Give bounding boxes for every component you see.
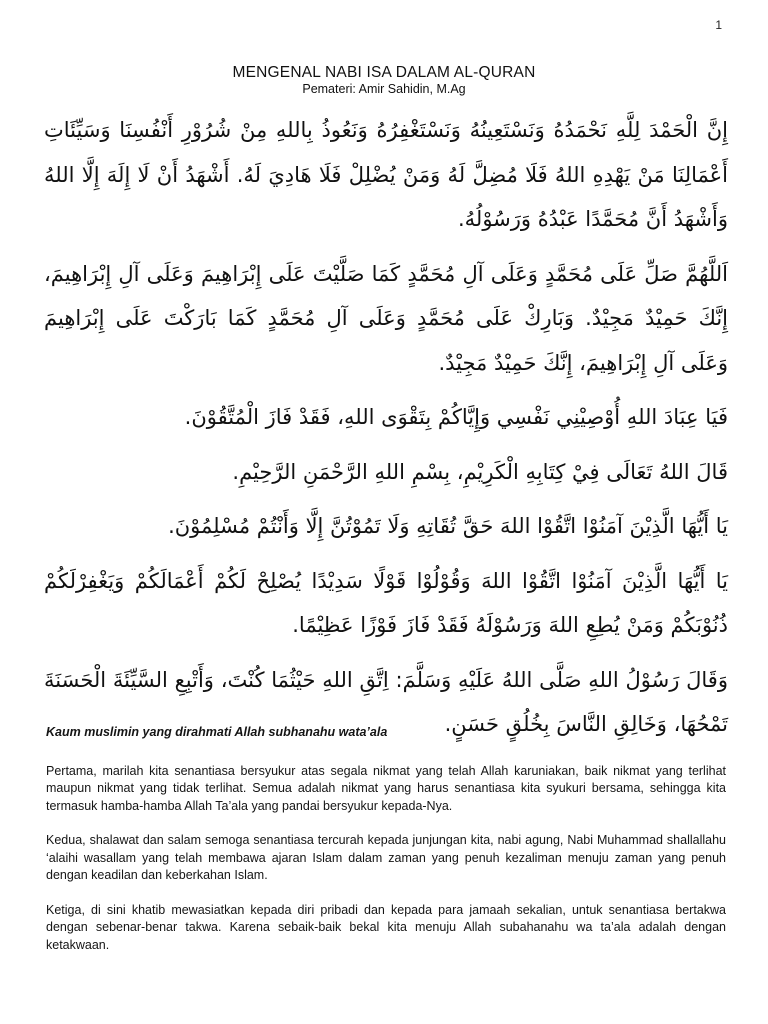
paragraph-kedua: Kedua, shalawat dan salam semoga senantiasa tercurah kepada junjungan kita, nabi agung, Nabi Muhammad shallallahu ‘alaihi wasallam yang telah membawa ajaran Islam dalam zaman yang penuh kezaliman menuju zaman yang penuh dengan keadilan dan keberkahan Islam. bbox=[46, 833, 726, 882]
paragraph-ketiga: Ketiga, di sini khatib mewasiatkan kepada diri pribadi dan kepada para jamaah sekalian, untuk senantiasa bertakwa dengan sebenar-benar takwa. Karena sebaik-baik bekal kita menuju Allah subahanahu wa ta’ala adalah dengan ketakwaan. bbox=[46, 902, 726, 952]
salutation: Kaum muslimin yang dirahmati Allah subhanahu wata’ala bbox=[46, 725, 388, 739]
arabic-paragraph-shalawat: اَللَّهُمَّ صَلِّ عَلَى مُحَمَّدٍ وَعَلَى آلِ مُحَمَّدٍ كَمَا صَلَّيْتَ عَلَى إِبْرَاهِيمَ وَعَلَى آلِ إِبْرَاهِيمَ، إِنَّكَ حَمِيْدٌ مَجِيْدٌ. وَبَارِكْ عَلَى مُحَمَّدٍ وَعَلَى آلِ مُحَمَّدٍ كَمَا بَارَكْتَ عَلَى إِبْرَاهِيمَ وَعَلَى آلِ إِبْرَاهِيمَ، إِنَّكَ حَمِيْدٌ مَجِيْدٌ. bbox=[44, 261, 728, 375]
arabic-paragraph-hadith: وَقَالَ رَسُوْلُ اللهِ صَلَّى اللهُ عَلَيْهِ وَسَلَّمَ: اِتَّقِ اللهِ حَيْثُمَا كُنْتَ، وَأَتْبِعِ السَّيِّئَةَ الْحَسَنَةَ تَمْحُهَا، وَخَالِقِ النَّاسَ بِخُلُقٍ حَسَنٍ. bbox=[44, 667, 728, 736]
page-number: 1 bbox=[715, 18, 722, 32]
arabic-paragraph-hamdalah: إِنَّ الْحَمْدَ لِلَّهِ نَحْمَدُهُ وَنَسْتَعِينُهُ وَنَسْتَغْفِرُهُ وَنَعُوذُ بِاللهِ مِنْ شُرُوْرِ أَنْفُسِنَا وَسَيِّئَاتِ أَعْمَالِنَا مَنْ يَهْدِهِ اللهُ فَلَا مُضِلَّ لَهُ وَمَنْ يُضْلِلْ فَلَا هَادِيَ لَهُ. أَشْهَدُ أَنْ لَا إِلَهَ إِلَّا اللهُ وَأَشْهَدُ أَنَّ مُحَمَّدًا عَبْدُهُ وَرَسُوْلُهُ. bbox=[44, 118, 728, 231]
presenter-line: Pemateri: Amir Sahidin, M.Ag bbox=[302, 82, 466, 96]
arabic-paragraph-wasiat: فَيَا عِبَادَ اللهِ أُوْصِيْنِي نَفْسِي وَإِيَّاكُمْ بِتَقْوَى اللهِ، فَقَدْ فَازَ الْمُتَّقُوْنَ. bbox=[184, 405, 728, 429]
arabic-paragraph-ayat-2: يَا أَيُّهَا الَّذِيْنَ آمَنُوْا اتَّقُوْا اللهَ وَقُوْلُوْا قَوْلًا سَدِيْدًا يُصْلِحْ لَكُمْ أَعْمَالَكُمْ وَيَغْفِرْلَكُمْ ذُنُوْبَكُمْ وَمَنْ يُطِعِ اللهَ وَرَسُوْلَهُ فَقَدْ فَازَ فَوْزًا عَظِيْمًا. bbox=[44, 568, 728, 637]
arabic-paragraph-ayat-1: يَا أَيُّهَا الَّذِيْنَ آمَنُوْا اتَّقُوْا اللهَ حَقَّ تُقَاتِهِ وَلَا تَمُوْتُنَّ إِلَّا وَأَنْتُمْ مُسْلِمُوْنَ. bbox=[168, 514, 728, 538]
paragraph-pertama: Pertama, marilah kita senantiasa bersyukur atas segala nikmat yang telah Allah karuniakan, baik nikmat yang terlihat maupun nikmat yang tidak terlihat. Semua adalah nikmat yang harus senantiasa kita syukuri bersama, sehingga kita termasuk hamba-hamba Allah Ta’ala yang pandai bersyukur kepada-Nya. bbox=[46, 763, 726, 813]
arabic-opening-khutbah bbox=[44, 108, 728, 757]
arabic-paragraph-basmalah: قَالَ اللهُ تَعَالَى فِيْ كِتَابِهِ الْكَرِيْمِ، بِسْمِ اللهِ الرَّحْمَنِ الرَّحِيْمِ. bbox=[232, 459, 728, 484]
document-title: MENGENAL NABI ISA DALAM AL-QURAN bbox=[232, 64, 536, 81]
body-text bbox=[46, 724, 726, 971]
